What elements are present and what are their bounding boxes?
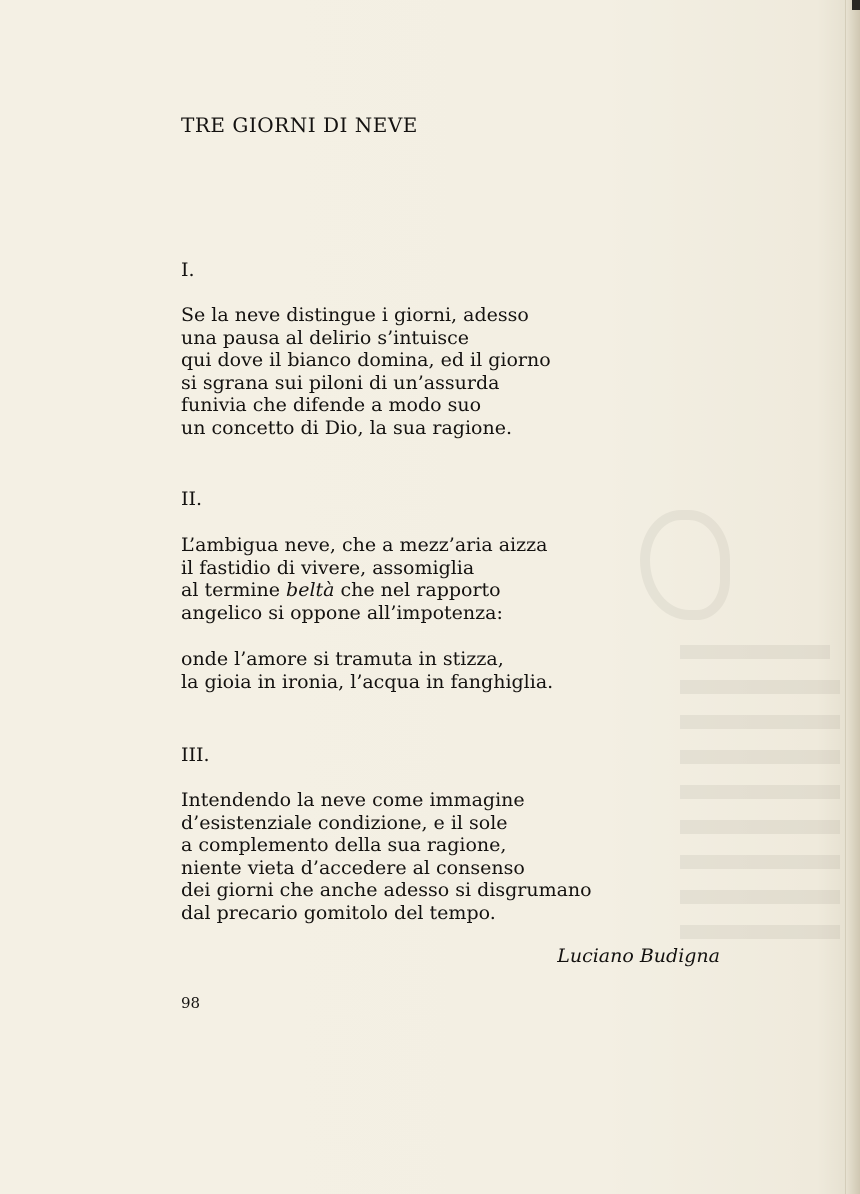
verse-line: si sgrana sui piloni di un’assurda	[181, 371, 500, 394]
verse-line: niente vieta d’accedere al consenso	[181, 856, 525, 879]
page-corner	[852, 0, 860, 10]
stanza	[181, 648, 553, 693]
author-signature: Luciano Budigna	[557, 945, 720, 967]
section-number: III.	[181, 744, 210, 766]
verse-line: funivia che difende a modo suo	[181, 394, 482, 417]
section-number: II.	[181, 488, 203, 510]
verse-line: la gioia in ironia, l’acqua in fanghiglia.	[181, 670, 554, 693]
verse-line: dei giorni che anche adesso si disgrumano	[181, 879, 592, 902]
page-edge	[845, 0, 860, 1194]
verse-line: a complemento della sua ragione,	[181, 834, 507, 857]
verse-line: al termine beltà che nel rapporto	[181, 579, 501, 602]
verse-line: angelico si oppone all’impotenza:	[181, 601, 503, 624]
verse-line: Intendendo la neve come immagine	[181, 789, 525, 811]
verse-line: una pausa al delirio s’intuisce	[181, 326, 470, 349]
show-through-text	[600, 510, 840, 980]
poem-title: TRE GIORNI DI NEVE	[181, 113, 418, 137]
verse-line: L’ambigua neve, che a mezz’aria aizza	[181, 534, 548, 556]
stanza	[181, 304, 551, 440]
section-number: I.	[181, 259, 195, 281]
verse-line: dal precario gomitolo del tempo.	[181, 901, 496, 924]
verse-line: qui dove il bianco domina, ed il giorno	[181, 349, 551, 372]
verse-line: onde l’amore si tramuta in stizza,	[181, 648, 504, 670]
italic-word: beltà	[286, 579, 335, 602]
page-number: 98	[181, 994, 201, 1012]
stanza	[181, 534, 547, 624]
verse-line: il fastidio di vivere, assomiglia	[181, 556, 475, 579]
verse-line: Se la neve distingue i giorni, adesso	[181, 304, 529, 326]
verse-line: d’esistenziale condizione, e il sole	[181, 811, 508, 834]
verse-line: un concetto di Dio, la sua ragione.	[181, 416, 512, 439]
stanza	[181, 789, 592, 925]
